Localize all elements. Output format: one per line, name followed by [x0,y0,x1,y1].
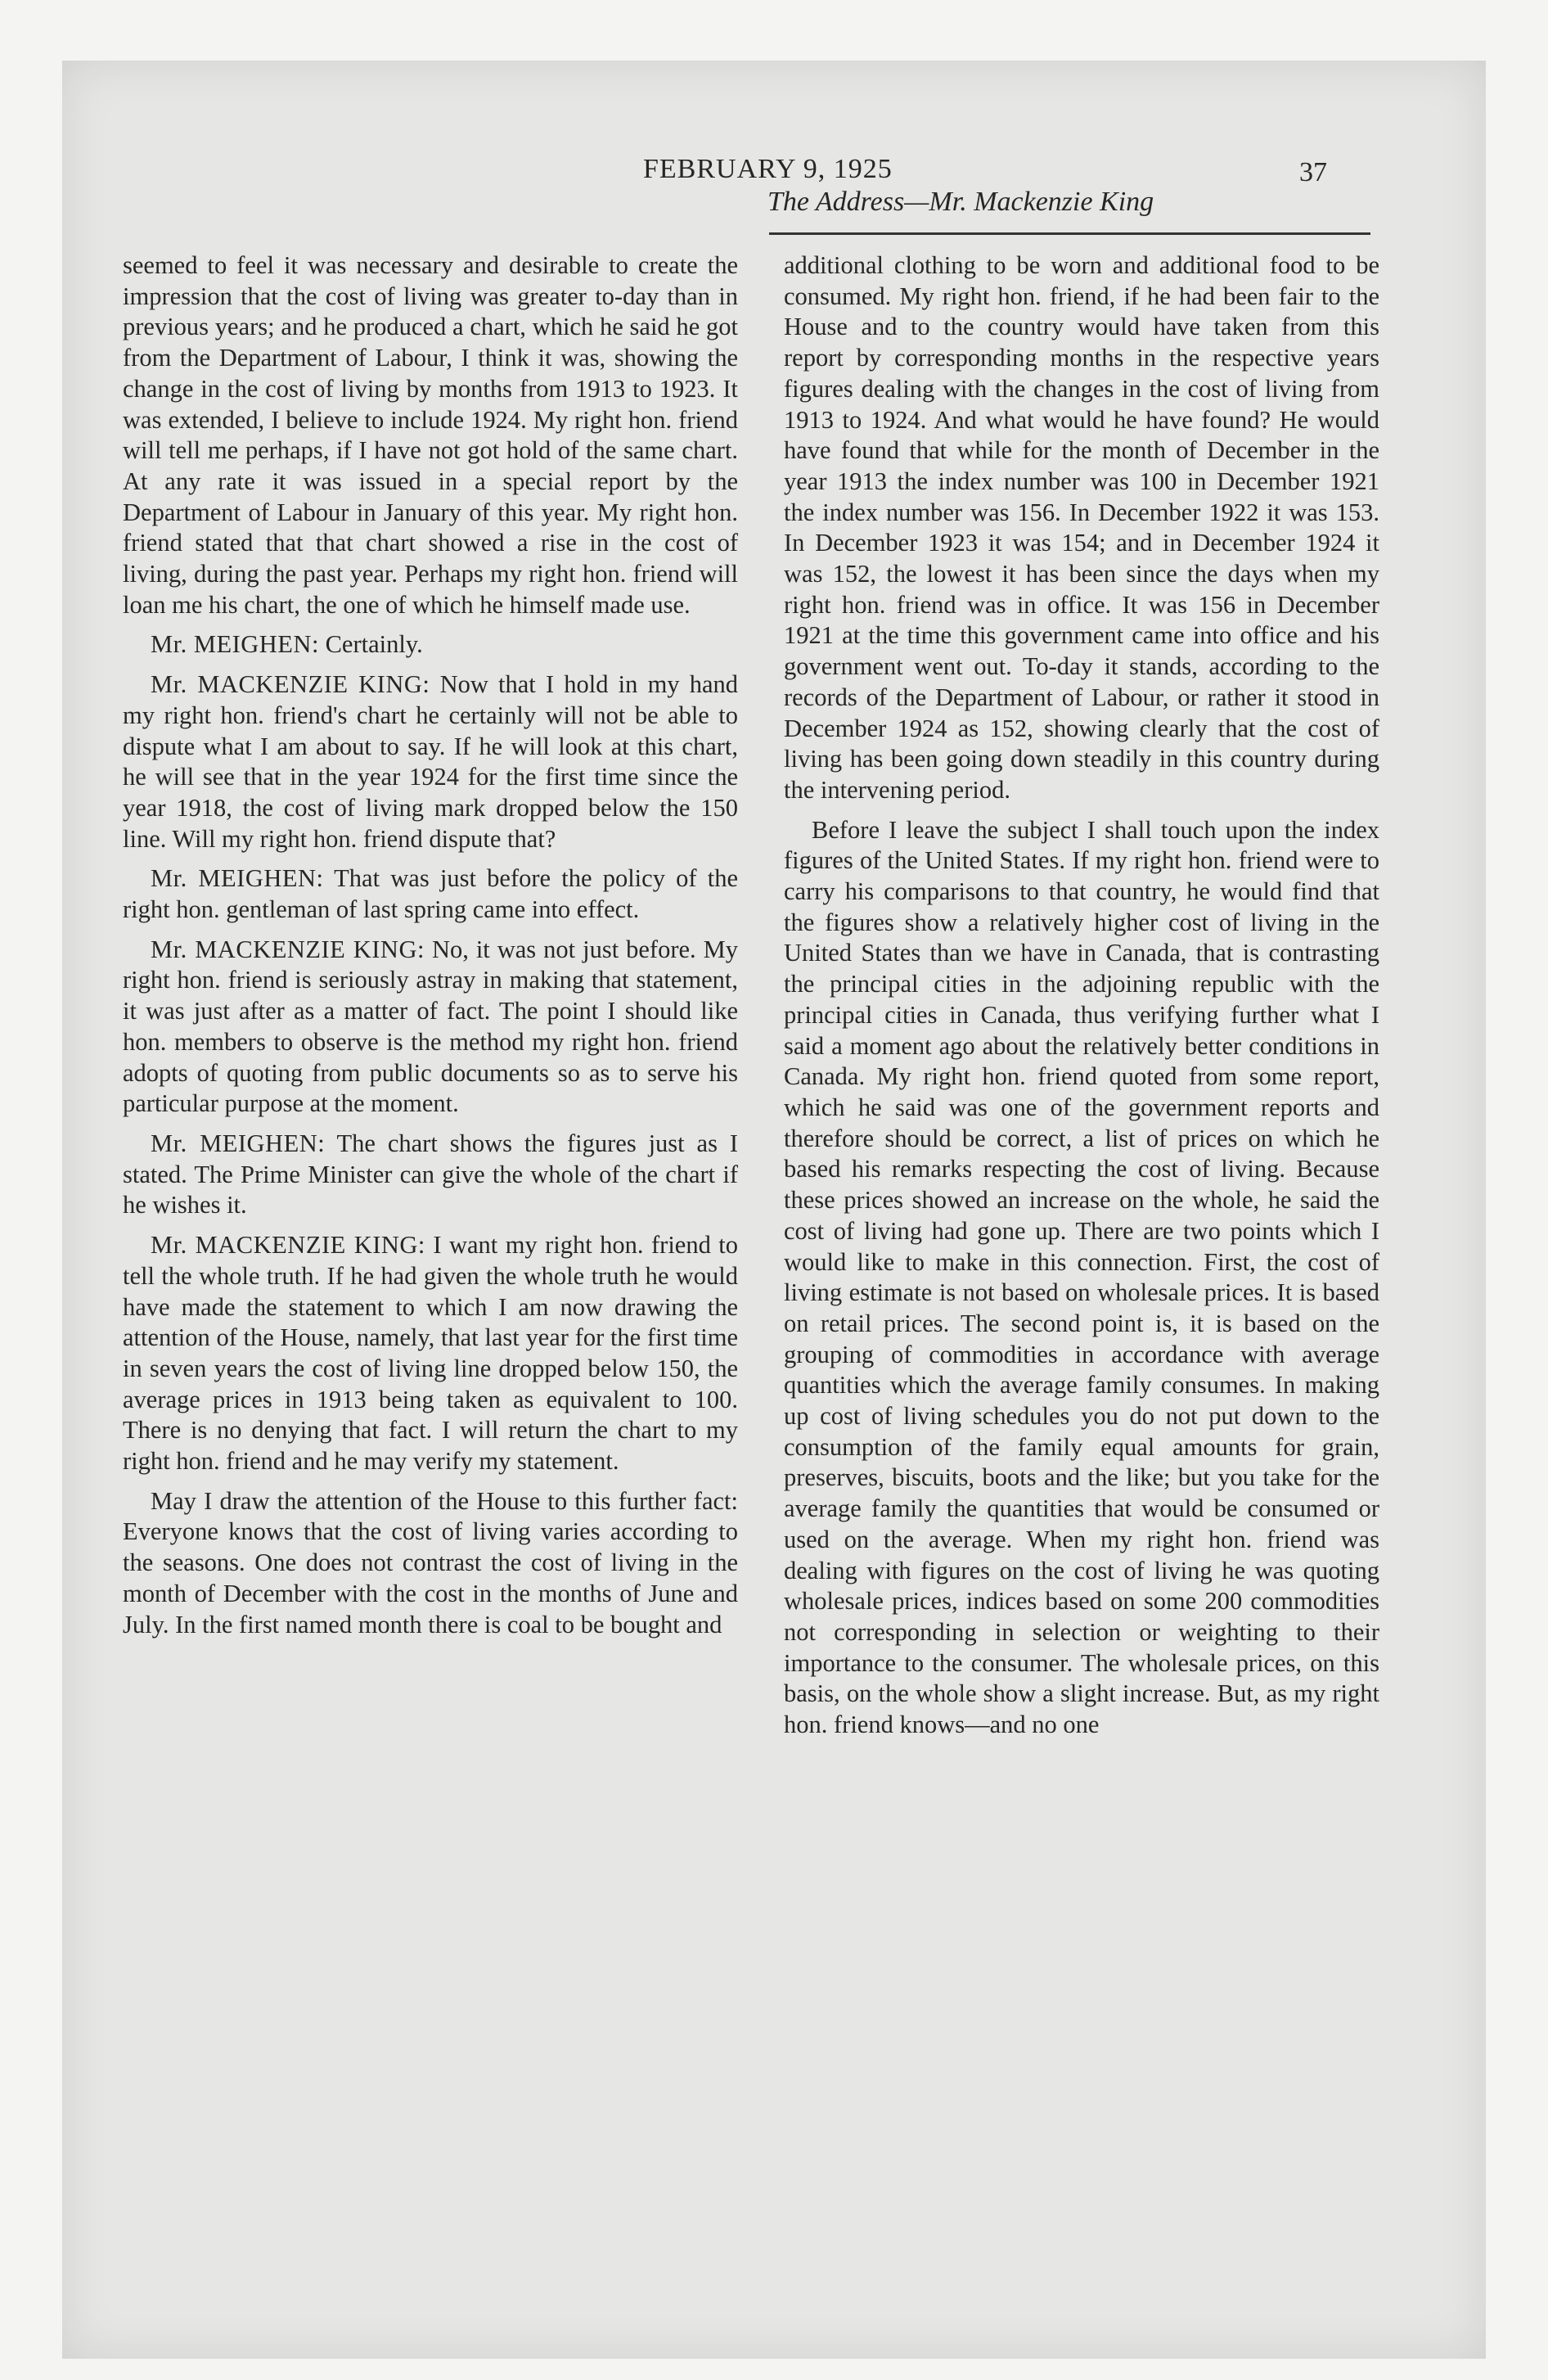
speech-paragraph [123,629,738,660]
speaker-name: Mr. MACKENZIE KING: [151,670,430,699]
paragraph [123,1486,738,1641]
page-number: 37 [1299,157,1327,187]
speech-text: That was just before the policy of the right hon. gentleman of last spring came into effect. [123,864,739,924]
speech-paragraph [123,1129,738,1221]
running-header-date: FEBRUARY 9, 1925 [643,154,893,184]
paragraph [784,250,1379,806]
paragraph-text: additional clothing to be worn and additional food to be consumed. My right hon. friend, if he had been fair to the House and to the country would have taken from this report by corresponding months in the respective years figures dealing with the changes in the cost of living from 1913 to 1924. And what would he have found? He would have found that while for the month of December in the year 1913 the index number was 100 in December 1921 the index number was 156. In December 1922 it was 153. In December 1923 it was 154; and in December 1924 it was 152, the lowest it has been since the days when my right hon. friend was in office. It was 156 in December 1921 at the time this government came into office and his government went out. To-day it stands, according to the records of the Department of Labour, or rather it stood in December 1924 as 152, showing clearly that the cost of living has been going down steadily in this country during the intervening period. [784,251,1379,804]
speech-text: Certainly. [325,630,423,659]
speech-text: No, it was not just before. My right hon. friend is seriously astray in making that statement, it was just after as a matter of fact. The point I should like hon. members to observe is the method my right hon. friend adopts of quoting from public documents so as to serve his particular purpose at the moment. [123,935,738,1118]
speech-paragraph [123,1230,738,1477]
speech-paragraph [123,863,738,925]
speech-paragraph [123,935,738,1120]
speech-text: I want my right hon. friend to tell the whole truth. If he had given the whole truth he would have made the statement to which I am now drawing the attention of the House, namely, that last year for the first time in seven years the cost of living line dropped below 150, the average prices in 1913 being taken as equivalent to 100. There is no denying that fact. I will return the chart to my right hon. friend and he may verify my statement. [123,1231,738,1476]
speech-paragraph [123,669,738,854]
speaker-name: Mr. MEIGHEN: [151,630,319,659]
left-column [123,250,738,1649]
speaker-name: Mr. MACKENZIE KING: [151,935,425,963]
paragraph-text: seemed to feel it was necessary and desirable to create the impression that the cost of living was greater to-day than in previous years; and he produced a chart, which he said he got from the Department of Labour, I think it was, showing the change in the cost of living by months from 1913 to 1923. It was extended, I believe to include 1924. My right hon. friend will tell me perhaps, if I have not got hold of the same chart. At any rate it was issued in a special report by the Department of Labour in January of this year. My right hon. friend stated that that chart showed a rise in the cost of living, during the past year. Perhaps my right hon. friend will loan me his chart, the one of which he himself made use. [123,251,738,619]
header-rule [769,232,1370,235]
speech-text: Now that I hold in my hand my right hon. friend's chart he certainly will not be able to dispute what I am about to say. If he will look at this chart, he will see that in the year 1924 for the first time since the year 1918, the cost of living mark dropped below the 150 line. Will my right hon. friend dispute that? [123,670,739,853]
right-column [784,250,1379,1750]
speaker-name: Mr. MACKENZIE KING: [151,1231,425,1260]
running-header-subtitle: The Address—Mr. Mackenzie King [767,187,1154,217]
speaker-name: Mr. MEIGHEN: [151,1129,326,1157]
paragraph [123,250,738,620]
speaker-name: Mr. MEIGHEN: [151,864,324,893]
paragraph-text: May I draw the attention of the House to this further fact: Everyone knows that the cost of living varies according to the seasons. One does not contrast the cost of living in the month of December with the cost in the months of June and July. In the first named month there is coal to be bought and [123,1486,738,1639]
paragraph-text: Before I leave the subject I shall touch upon the index figures of the United States. If my right hon. friend were to carry his comparisons to that country, he would find that the figures show a relatively higher cost of living in the United States than we have in Canada, that is contrasting the principal cities in the adjoining republic with the principal cities in Canada, thus verifying further what I said a moment ago about the relatively better conditions in Canada. My right hon. friend quoted from some report, which he said was one of the government reports and therefore should be correct, a list of prices on which he based his remarks respecting the cost of living. Because these prices showed an increase on the whole, he said the cost of living had gone up. There are two points which I would like to make in this connection. First, the cost of living estimate is not based on wholesale prices. It is based on retail prices. The second point is, it is based on the grouping of commodities in accordance with average quantities which the average family consumes. In making up cost of living schedules you do not put down to the consumption of the family equal amounts for grain, preserves, biscuits, boots and the like; but you take for the average family the quantities that would be consumed or used on the average. When my right hon. friend was dealing with figures on the cost of living he was quoting wholesale prices, indices based on some 200 commodities not corresponding in selection or weighting to their importance to the consumer. The wholesale prices, on this basis, on the whole show a slight increase. But, as my right hon. friend knows—and no one [784,815,1379,1739]
speech-text: The chart shows the figures just as I stated. The Prime Minister can give the whole of the chart if he wishes it. [123,1129,738,1219]
paragraph [784,815,1379,1741]
